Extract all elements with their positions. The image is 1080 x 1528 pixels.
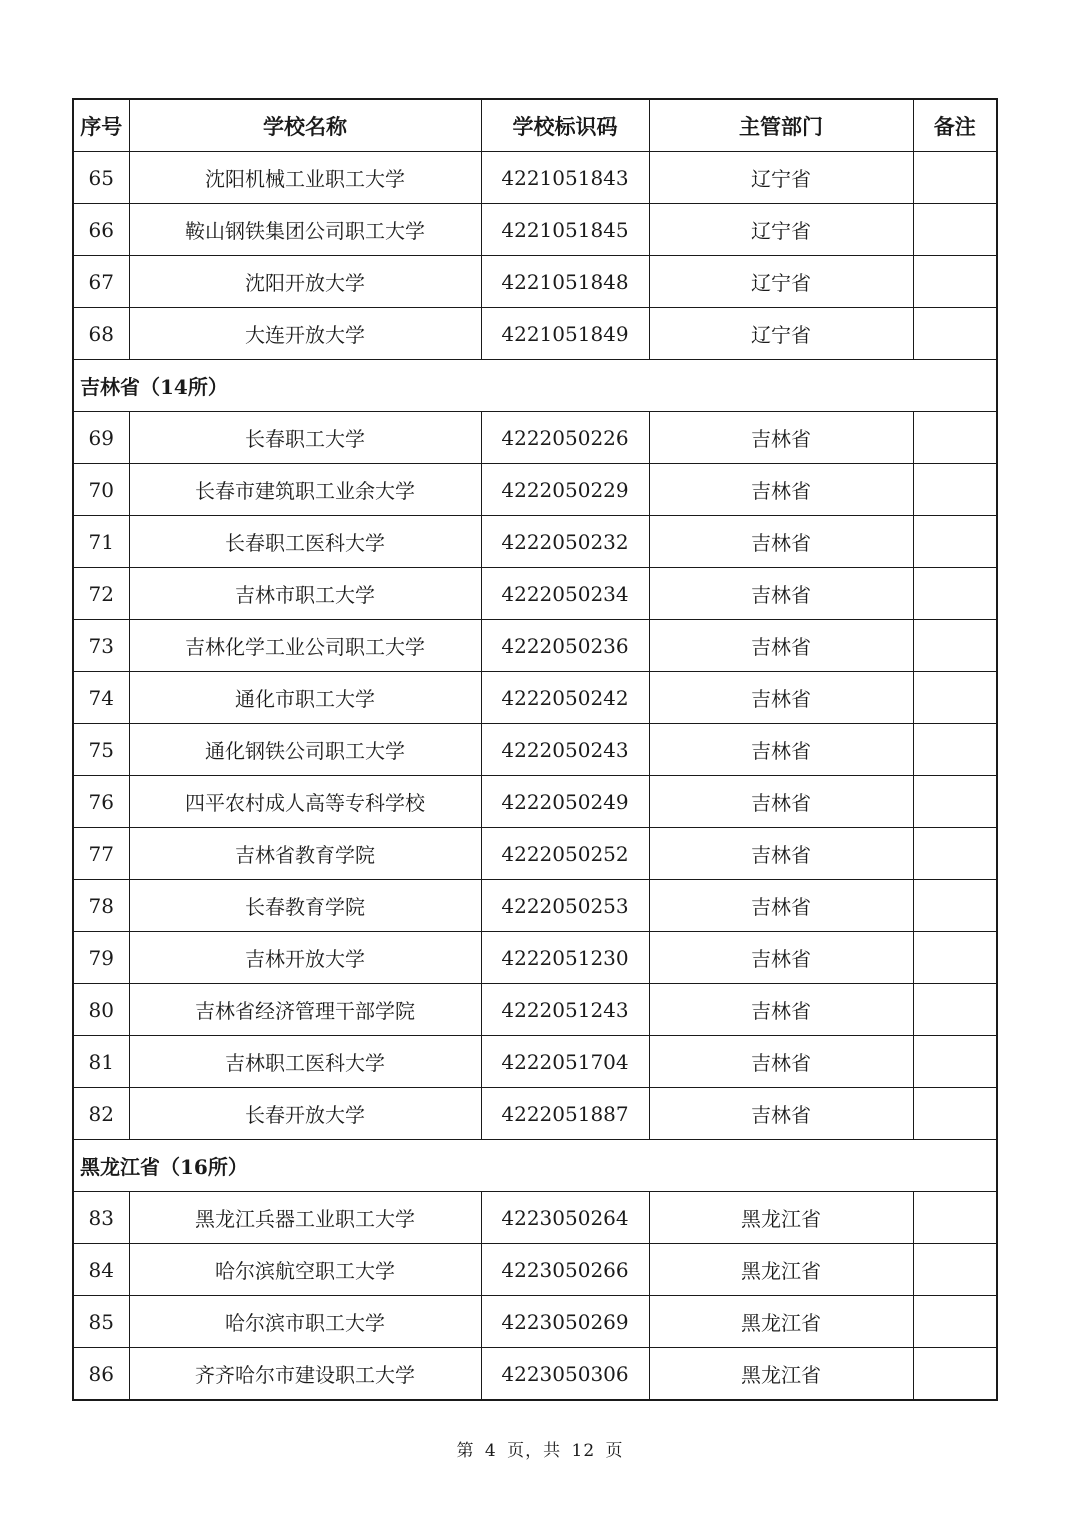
cell-school-name: 黑龙江兵器工业职工大学 bbox=[129, 1192, 481, 1244]
cell-serial-number: 85 bbox=[73, 1296, 129, 1348]
cell-remarks bbox=[913, 516, 997, 568]
cell-school-code: 4221051848 bbox=[481, 256, 649, 308]
cell-serial-number: 79 bbox=[73, 932, 129, 984]
footer-prefix: 第 bbox=[456, 1441, 475, 1461]
cell-department: 吉林省 bbox=[649, 1088, 913, 1140]
cell-school-code: 4223050306 bbox=[481, 1348, 649, 1401]
cell-serial-number: 69 bbox=[73, 412, 129, 464]
cell-school-name: 吉林省经济管理干部学院 bbox=[129, 984, 481, 1036]
cell-school-name: 通化钢铁公司职工大学 bbox=[129, 724, 481, 776]
cell-serial-number: 80 bbox=[73, 984, 129, 1036]
table-row bbox=[73, 464, 997, 516]
cell-school-code: 4222050252 bbox=[481, 828, 649, 880]
cell-school-name: 吉林省教育学院 bbox=[129, 828, 481, 880]
cell-school-code: 4223050264 bbox=[481, 1192, 649, 1244]
cell-remarks bbox=[913, 1296, 997, 1348]
table-row bbox=[73, 984, 997, 1036]
cell-remarks bbox=[913, 1192, 997, 1244]
cell-serial-number: 74 bbox=[73, 672, 129, 724]
header-school-name: 学校名称 bbox=[129, 99, 481, 152]
cell-department: 吉林省 bbox=[649, 412, 913, 464]
cell-serial-number: 72 bbox=[73, 568, 129, 620]
cell-school-name: 沈阳开放大学 bbox=[129, 256, 481, 308]
cell-school-name: 长春市建筑职工业余大学 bbox=[129, 464, 481, 516]
cell-school-code: 4222050242 bbox=[481, 672, 649, 724]
cell-school-name: 鞍山钢铁集团公司职工大学 bbox=[129, 204, 481, 256]
cell-department: 吉林省 bbox=[649, 880, 913, 932]
cell-remarks bbox=[913, 880, 997, 932]
cell-department: 吉林省 bbox=[649, 672, 913, 724]
cell-department: 吉林省 bbox=[649, 828, 913, 880]
cell-remarks bbox=[913, 1036, 997, 1088]
cell-remarks bbox=[913, 776, 997, 828]
section-label: 吉林省（14所） bbox=[73, 360, 997, 412]
cell-school-code: 4221051845 bbox=[481, 204, 649, 256]
cell-department: 辽宁省 bbox=[649, 308, 913, 360]
cell-serial-number: 73 bbox=[73, 620, 129, 672]
cell-school-name: 齐齐哈尔市建设职工大学 bbox=[129, 1348, 481, 1401]
cell-department: 吉林省 bbox=[649, 1036, 913, 1088]
header-department: 主管部门 bbox=[649, 99, 913, 152]
cell-school-code: 4223050269 bbox=[481, 1296, 649, 1348]
cell-serial-number: 77 bbox=[73, 828, 129, 880]
cell-serial-number: 82 bbox=[73, 1088, 129, 1140]
table-row bbox=[73, 880, 997, 932]
table-row bbox=[73, 516, 997, 568]
cell-school-code: 4222050234 bbox=[481, 568, 649, 620]
cell-school-code: 4222050236 bbox=[481, 620, 649, 672]
table-row bbox=[73, 1348, 997, 1401]
cell-school-code: 4222050229 bbox=[481, 464, 649, 516]
table-row bbox=[73, 308, 997, 360]
cell-remarks bbox=[913, 724, 997, 776]
cell-serial-number: 65 bbox=[73, 152, 129, 204]
cell-serial-number: 86 bbox=[73, 1348, 129, 1401]
cell-school-name: 大连开放大学 bbox=[129, 308, 481, 360]
cell-school-name: 哈尔滨航空职工大学 bbox=[129, 1244, 481, 1296]
cell-serial-number: 66 bbox=[73, 204, 129, 256]
cell-school-code: 4222051230 bbox=[481, 932, 649, 984]
cell-department: 黑龙江省 bbox=[649, 1192, 913, 1244]
table-row bbox=[73, 1192, 997, 1244]
table-row bbox=[73, 932, 997, 984]
cell-serial-number: 81 bbox=[73, 1036, 129, 1088]
cell-department: 吉林省 bbox=[649, 776, 913, 828]
table-row bbox=[73, 1088, 997, 1140]
section-header-row bbox=[73, 360, 997, 412]
cell-remarks bbox=[913, 256, 997, 308]
cell-school-name: 长春职工医科大学 bbox=[129, 516, 481, 568]
table-row bbox=[73, 828, 997, 880]
cell-school-name: 吉林开放大学 bbox=[129, 932, 481, 984]
cell-remarks bbox=[913, 1088, 997, 1140]
cell-serial-number: 84 bbox=[73, 1244, 129, 1296]
cell-school-code: 4223050266 bbox=[481, 1244, 649, 1296]
cell-serial-number: 75 bbox=[73, 724, 129, 776]
cell-serial-number: 68 bbox=[73, 308, 129, 360]
table-row bbox=[73, 256, 997, 308]
cell-school-code: 4222051887 bbox=[481, 1088, 649, 1140]
cell-school-name: 吉林化学工业公司职工大学 bbox=[129, 620, 481, 672]
table-row bbox=[73, 204, 997, 256]
table-body bbox=[73, 152, 997, 1401]
cell-department: 辽宁省 bbox=[649, 256, 913, 308]
cell-serial-number: 71 bbox=[73, 516, 129, 568]
cell-serial-number: 83 bbox=[73, 1192, 129, 1244]
cell-department: 黑龙江省 bbox=[649, 1296, 913, 1348]
cell-school-name: 长春开放大学 bbox=[129, 1088, 481, 1140]
cell-school-code: 4222051243 bbox=[481, 984, 649, 1036]
cell-school-name: 长春教育学院 bbox=[129, 880, 481, 932]
header-remarks: 备注 bbox=[913, 99, 997, 152]
cell-remarks bbox=[913, 1244, 997, 1296]
table-row bbox=[73, 776, 997, 828]
table-row bbox=[73, 672, 997, 724]
page-footer bbox=[0, 1436, 1080, 1461]
cell-remarks bbox=[913, 932, 997, 984]
cell-school-name: 吉林职工医科大学 bbox=[129, 1036, 481, 1088]
cell-department: 辽宁省 bbox=[649, 204, 913, 256]
cell-school-code: 4222050249 bbox=[481, 776, 649, 828]
table-row bbox=[73, 568, 997, 620]
cell-school-name: 哈尔滨市职工大学 bbox=[129, 1296, 481, 1348]
cell-department: 辽宁省 bbox=[649, 152, 913, 204]
footer-page-suffix: 页，共 bbox=[507, 1441, 562, 1461]
cell-remarks bbox=[913, 464, 997, 516]
table-header-row bbox=[73, 99, 997, 152]
cell-department: 吉林省 bbox=[649, 516, 913, 568]
schools-table bbox=[72, 98, 998, 1401]
cell-school-code: 4221051843 bbox=[481, 152, 649, 204]
cell-school-code: 4221051849 bbox=[481, 308, 649, 360]
table-row bbox=[73, 152, 997, 204]
cell-school-name: 四平农村成人高等专科学校 bbox=[129, 776, 481, 828]
cell-department: 吉林省 bbox=[649, 724, 913, 776]
cell-serial-number: 70 bbox=[73, 464, 129, 516]
cell-serial-number: 76 bbox=[73, 776, 129, 828]
footer-total-pages: 12 bbox=[571, 1441, 596, 1461]
cell-school-name: 沈阳机械工业职工大学 bbox=[129, 152, 481, 204]
cell-remarks bbox=[913, 204, 997, 256]
cell-school-name: 长春职工大学 bbox=[129, 412, 481, 464]
cell-school-code: 4222050253 bbox=[481, 880, 649, 932]
cell-department: 黑龙江省 bbox=[649, 1244, 913, 1296]
footer-page-number: 4 bbox=[484, 1441, 497, 1461]
section-header-row bbox=[73, 1140, 997, 1192]
table-row bbox=[73, 724, 997, 776]
cell-serial-number: 67 bbox=[73, 256, 129, 308]
section-label: 黑龙江省（16所） bbox=[73, 1140, 997, 1192]
cell-remarks bbox=[913, 152, 997, 204]
cell-school-code: 4222050243 bbox=[481, 724, 649, 776]
table-row bbox=[73, 412, 997, 464]
cell-remarks bbox=[913, 672, 997, 724]
cell-remarks bbox=[913, 308, 997, 360]
cell-remarks bbox=[913, 1348, 997, 1401]
table-row bbox=[73, 1296, 997, 1348]
cell-department: 黑龙江省 bbox=[649, 1348, 913, 1401]
cell-school-name: 吉林市职工大学 bbox=[129, 568, 481, 620]
cell-department: 吉林省 bbox=[649, 464, 913, 516]
cell-school-code: 4222050226 bbox=[481, 412, 649, 464]
cell-remarks bbox=[913, 412, 997, 464]
cell-remarks bbox=[913, 620, 997, 672]
cell-school-code: 4222050232 bbox=[481, 516, 649, 568]
table-row bbox=[73, 1244, 997, 1296]
cell-department: 吉林省 bbox=[649, 932, 913, 984]
cell-department: 吉林省 bbox=[649, 620, 913, 672]
cell-remarks bbox=[913, 828, 997, 880]
header-serial-number: 序号 bbox=[73, 99, 129, 152]
cell-school-code: 4222051704 bbox=[481, 1036, 649, 1088]
cell-school-name: 通化市职工大学 bbox=[129, 672, 481, 724]
header-school-code: 学校标识码 bbox=[481, 99, 649, 152]
cell-department: 吉林省 bbox=[649, 568, 913, 620]
table-row bbox=[73, 1036, 997, 1088]
cell-remarks bbox=[913, 984, 997, 1036]
cell-remarks bbox=[913, 568, 997, 620]
cell-serial-number: 78 bbox=[73, 880, 129, 932]
cell-department: 吉林省 bbox=[649, 984, 913, 1036]
footer-total-suffix: 页 bbox=[605, 1441, 624, 1461]
table-row bbox=[73, 620, 997, 672]
